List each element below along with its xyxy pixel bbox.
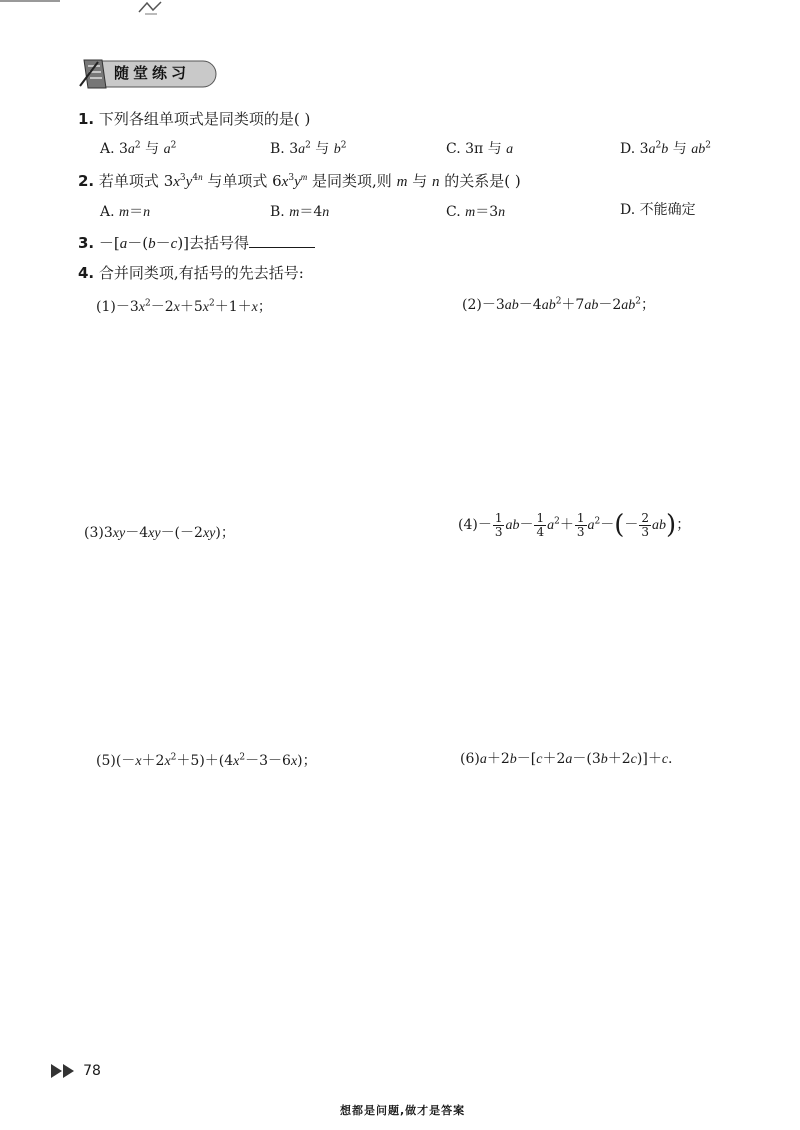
footer-slogan: 想都是问题,做才是答案: [340, 1104, 466, 1117]
page-number: 78: [83, 1063, 101, 1079]
question-2: 2. 若单项式 $3x^3y^{4n}$ 与单项式 $6x^3y^m$ 是同类项,则 m 与 n 的关系是( ): [78, 172, 521, 190]
subquestion-5: $(5)(-x+2x^2+5)+(4x^2-3-6x)$；: [96, 752, 317, 769]
subquestion-6: (6)a＋2b－[c＋2a－(3b＋2c)]＋c.: [460, 751, 673, 767]
question-3: 3. －[a－(b－c)]去括号得: [78, 232, 315, 253]
option-1b[interactable]: B. $3a^2$ 与 $b^2$: [270, 140, 347, 157]
question-number: 1.: [78, 110, 95, 128]
option-1c[interactable]: C. 3π 与 a: [446, 141, 514, 157]
subquestion-2: $(2)-3ab-4ab^2+7ab-2ab^2$；: [462, 296, 655, 313]
question-4: 4. 合并同类项,有括号的先去括号:: [78, 264, 304, 282]
option-2d[interactable]: D. 不能确定: [620, 202, 696, 218]
header-rule: [0, 0, 60, 2]
answer-blank[interactable]: [249, 233, 315, 248]
question-1: [78, 108, 310, 129]
question-text: 下列各组单项式是同类项的是( ): [98, 110, 311, 128]
subquestion-1: $(1)-3x^2-2x+5x^2+1+x$；: [96, 298, 272, 315]
option-2b[interactable]: B. m＝4n: [270, 204, 330, 220]
page-number-area: [50, 1060, 101, 1079]
section-title: 随堂练习: [114, 64, 191, 82]
header-mark-icon: [135, 0, 165, 20]
option-1a[interactable]: A. $3a^2$ 与 $a^2$: [100, 140, 177, 157]
double-arrow-icon: [50, 1063, 78, 1079]
option-1d[interactable]: D. $3a^2b$ 与 $ab^2$: [620, 140, 711, 157]
subquestion-3: (3)3xy－4xy－(－2xy)；: [84, 525, 235, 541]
option-2a[interactable]: A. m＝n: [100, 204, 151, 220]
subquestion-4: (4)－ $\frac{1}{3}$ ab－ $\frac{1}{4}$ $a^2+$ $\frac{1}{3}$ $a^2-(-$ $\frac{2}{3}$ ab)；: [458, 510, 691, 540]
option-2c[interactable]: C. m＝3n: [446, 204, 506, 220]
